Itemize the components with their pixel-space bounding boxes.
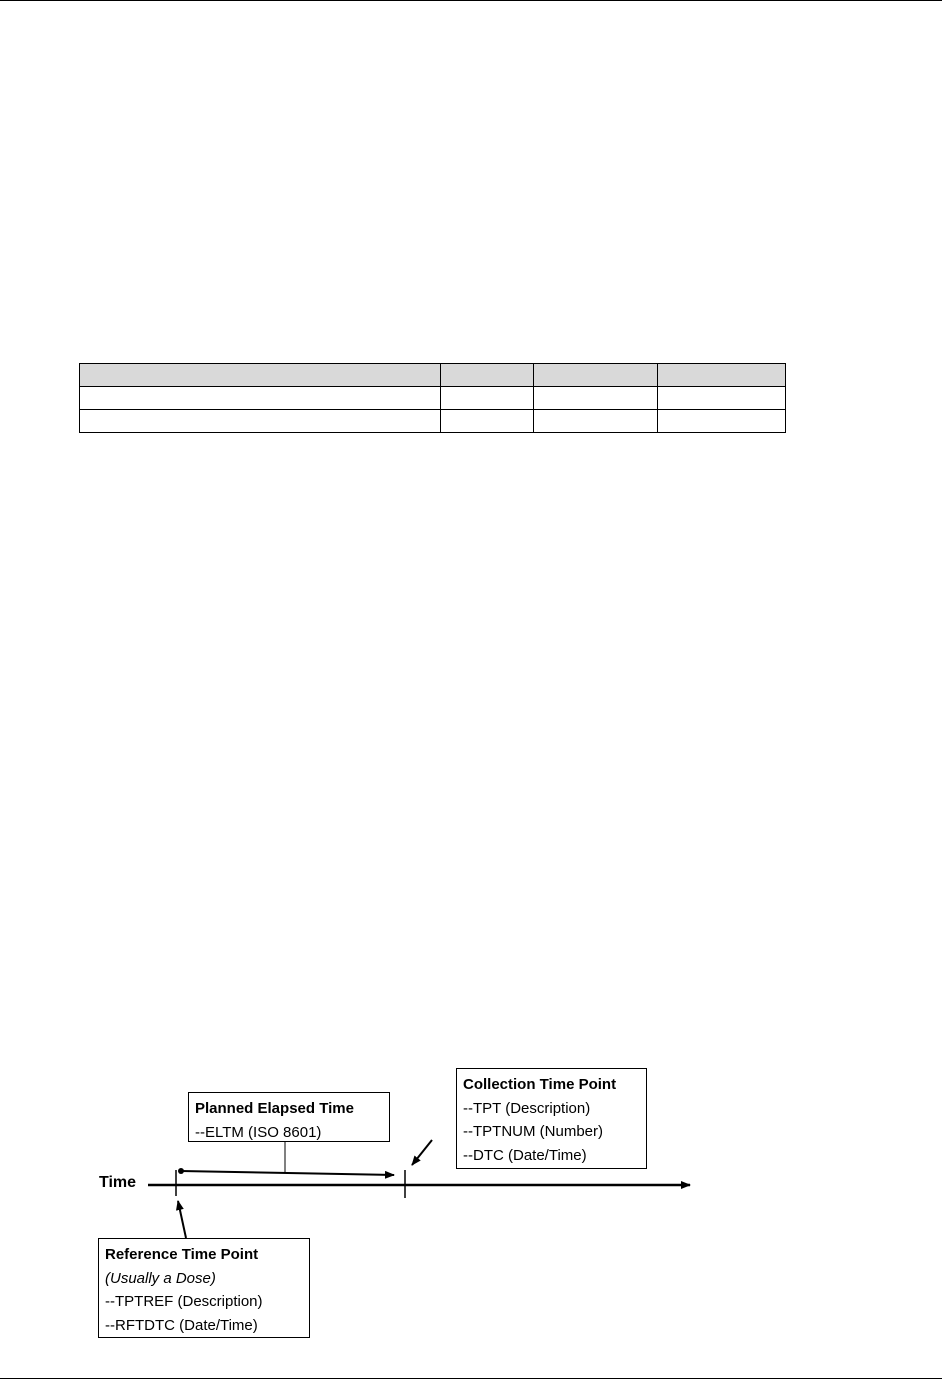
elapsed-arrow xyxy=(181,1171,394,1175)
planned-elapsed-title: Planned Elapsed Time xyxy=(195,1100,354,1117)
reference-box xyxy=(98,1238,310,1338)
reference-pointer xyxy=(178,1201,186,1238)
collection-line: --DTC (Date/Time) xyxy=(463,1146,587,1164)
planned-elapsed-line: --ELTM (ISO 8601) xyxy=(195,1123,322,1141)
collection-title: Collection Time Point xyxy=(463,1076,617,1093)
reference-title: Reference Time Point xyxy=(105,1246,259,1263)
reference-line: --RFTDTC (Date/Time) xyxy=(105,1316,258,1334)
time-axis-label: Time xyxy=(99,1174,137,1191)
reference-line: --TPTREF (Description) xyxy=(105,1293,263,1310)
collection-line: --TPTNUM (Number) xyxy=(463,1123,603,1140)
collection-box xyxy=(456,1068,647,1169)
bottom-rule xyxy=(0,1378,942,1379)
collection-pointer xyxy=(412,1140,432,1165)
reference-subtitle: (Usually a Dose) xyxy=(105,1269,216,1287)
planned-elapsed-box xyxy=(188,1092,390,1142)
collection-line: --TPT (Description) xyxy=(463,1099,591,1117)
